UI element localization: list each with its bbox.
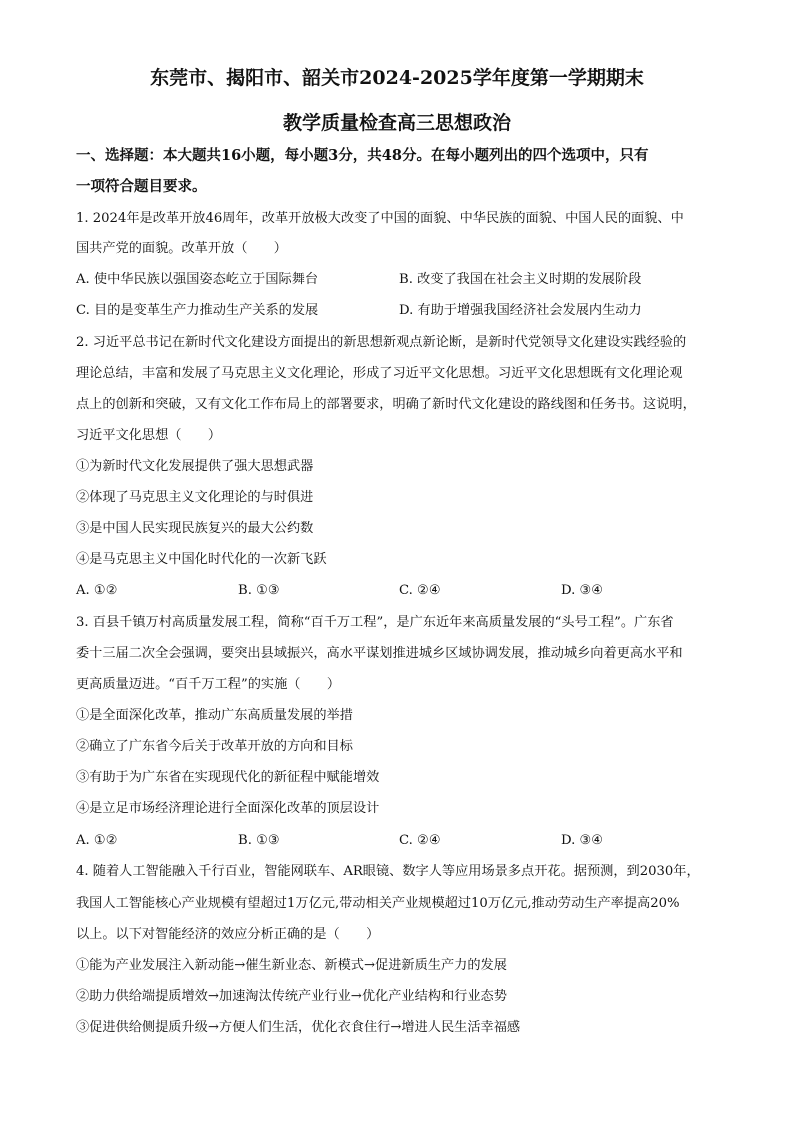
q1-option-a: A. 使中华民族以强国姿态屹立于国际舞台 (76, 272, 319, 287)
q2-stem-line: 理论总结，丰富和发展了马克思主义文化理论，形成了习近平文化思想。习近平文化思想既有文化理论观 (76, 366, 683, 381)
q2-statement-3: ③是中国人民实现民族复兴的最大公约数 (76, 521, 314, 536)
section-heading-line1: 一、选择题：本大题共16小题，每小题3分，共48分。在每小题列出的四个选项中，只有 (76, 147, 649, 164)
q2-statement-1: ①为新时代文化发展提供了强大思想武器 (76, 459, 314, 474)
q2-stem-line: 习近平文化思想（ ） (76, 428, 222, 443)
q1-option-d: D. 有助于增强我国经济社会发展内生动力 (399, 303, 642, 318)
q3-statement-3: ③有助于为广东省在实现现代化的新征程中赋能增效 (76, 770, 380, 785)
q3-stem-line: 3. 百县千镇万村高质量发展工程，简称“百千万工程”，是广东近年来高质量发展的“头号工程”。广东省 (76, 615, 674, 630)
q3-statement-1: ①是全面深化改革，推动广东高质量发展的举措 (76, 708, 353, 723)
q3-stem-line: 委十三届二次全会强调，要突出县域振兴，高水平谋划推进城乡区域协调发展，推动城乡向着更高水平和 (76, 646, 683, 661)
q3-option-c: C. ②④ (399, 833, 441, 848)
exam-title-line1: 东莞市、揭阳市、韶关市2024-2025学年度第一学期期末 (150, 67, 644, 89)
q1-option-b: B. 改变了我国在社会主义时期的发展阶段 (399, 272, 642, 287)
q3-statement-2: ②确立了广东省今后关于改革开放的方向和目标 (76, 739, 353, 754)
q1-option-c: C. 目的是变革生产力推动生产关系的发展 (76, 303, 319, 318)
q2-option-c: C. ②④ (399, 583, 441, 598)
q3-option-a: A. ①② (76, 833, 118, 848)
q1-stem-line: 1. 2024年是改革开放46周年，改革开放极大改变了中国的面貌、中华民族的面貌、中国人民的面貌、中 (76, 211, 684, 226)
q4-stem-line: 以上。以下对智能经济的效应分析正确的是（ ） (76, 927, 380, 942)
q2-stem-line: 点上的创新和突破，又有文化工作布局上的部署要求，明确了新时代文化建设的路线图和任务书。这说明， (76, 397, 696, 412)
q2-option-b: B. ①③ (238, 583, 280, 598)
q4-stem-line: 我国人工智能核心产业规模有望超过1万亿元,带动相关产业规模超过10万亿元,推动劳动生产率提高20% (76, 896, 680, 911)
q3-option-d: D. ③④ (561, 833, 604, 848)
exam-title-line2: 教学质量检查高三思想政治 (282, 112, 511, 134)
q3-statement-4: ④是立足市场经济理论进行全面深化改革的顶层设计 (76, 801, 380, 816)
q2-stem-line: 2. 习近平总书记在新时代文化建设方面提出的新思想新观点新论断，是新时代党领导文化建设实践经验的 (76, 335, 687, 350)
q4-statement-3: ③促进供给侧提质升级→方便人们生活，优化衣食住行→增进人民生活幸福感 (76, 1020, 521, 1035)
q3-option-b: B. ①③ (238, 833, 280, 848)
q2-option-a: A. ①② (76, 583, 118, 598)
q3-stem-line: 更高质量迈进。“百千万工程”的实施（ ） (76, 677, 341, 692)
q4-statement-2: ②助力供给端提质增效→加速淘汰传统产业行业→优化产业结构和行业态势 (76, 989, 507, 1004)
q2-statement-4: ④是马克思主义中国化时代化的一次新飞跃 (76, 552, 327, 567)
q4-stem-line: 4. 随着人工智能融入千行百业，智能网联车、AR眼镜、数字人等应用场景多点开花。据预测，到2030年， (76, 864, 700, 879)
q2-statement-2: ②体现了马克思主义文化理论的与时俱进 (76, 490, 314, 505)
section-heading-line2: 一项符合题目要求。 (76, 178, 207, 195)
q4-statement-1: ①能为产业发展注入新动能→催生新业态、新模式→促进新质生产力的发展 (76, 958, 507, 973)
q1-stem-line: 国共产党的面貌。改革开放（ ） (76, 241, 287, 256)
q2-option-d: D. ③④ (561, 583, 604, 598)
